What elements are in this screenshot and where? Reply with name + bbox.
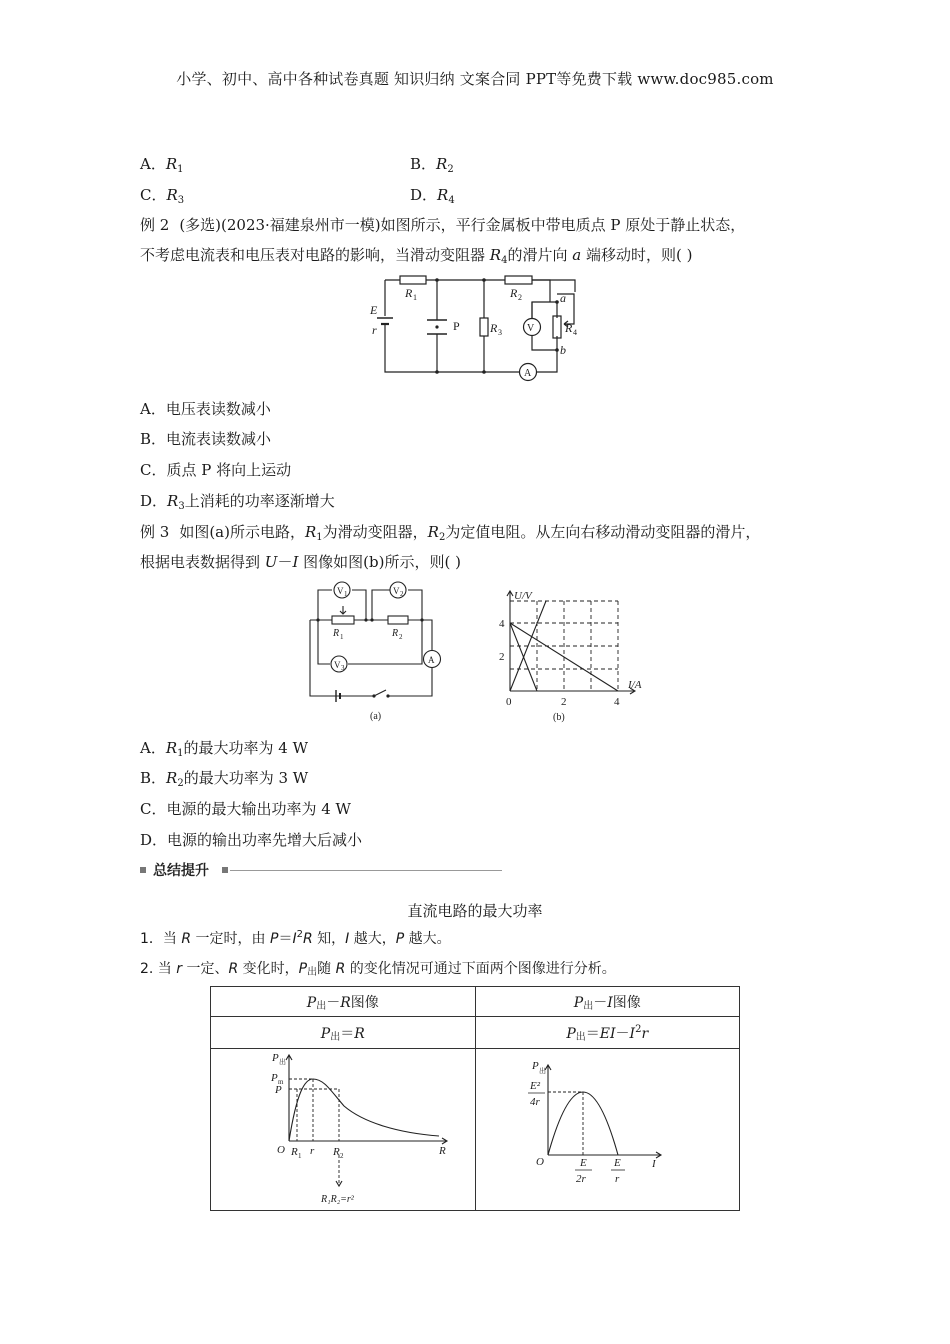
svg-text:P: P [531, 1059, 539, 1072]
summary-heading: 总结提升 [140, 860, 505, 880]
svg-text:V: V [393, 586, 400, 596]
svg-text:r: r [372, 323, 377, 337]
comparison-table [210, 986, 740, 1211]
svg-text:出: 出 [279, 1057, 286, 1066]
table-header-pr: P出－R图像 [211, 987, 476, 1017]
svg-text:1: 1 [340, 633, 344, 641]
option-d: D．$R_4$ [410, 186, 455, 206]
svg-text:A: A [524, 368, 532, 379]
svg-text:V: V [334, 660, 341, 670]
example3-line1: 例 3 如图(a)所示电路，$R_1$为滑动变阻器，$R_2$为定值电阻。从左向右移动滑动变阻器的滑片， [140, 523, 761, 543]
summary-title: 直流电路的最大功率 [407, 902, 543, 920]
svg-text:1: 1 [413, 293, 417, 302]
example3-option-c: C．电源的最大输出功率为 4 W [140, 800, 351, 818]
example2-option-b: B．电流表读数减小 [140, 430, 272, 448]
example3-figure-b [490, 585, 655, 725]
svg-text:E²: E² [529, 1079, 540, 1092]
svg-text:U/V: U/V [514, 590, 532, 602]
divider [230, 870, 502, 871]
example3-option-b: B．$R_2$的最大功率为 3 W [140, 769, 309, 789]
example2-option-c: C．质点 P 将向上运动 [140, 461, 292, 479]
svg-text:O: O [277, 1143, 285, 1156]
svg-text:0: 0 [506, 696, 512, 708]
svg-text:R: R [291, 1145, 298, 1158]
table-formula-pi: P出$=EI-I^2r$ [475, 1017, 740, 1049]
svg-text:R: R [490, 321, 498, 335]
example3-line2: 根据电表数据得到 U－I 图像如图(b)所示，则( ) [140, 553, 461, 571]
example2-circuit [360, 268, 600, 388]
svg-text:R: R [333, 1145, 340, 1158]
svg-text:1: 1 [344, 590, 348, 598]
svg-text:R: R [392, 628, 399, 639]
svg-text:R: R [565, 321, 573, 335]
svg-text:2: 2 [340, 1151, 344, 1160]
option-c: C．$R_3$ [140, 186, 185, 206]
svg-text:4: 4 [499, 618, 505, 630]
example3-option-d: D．电源的输出功率先增大后减小 [140, 831, 363, 849]
svg-text:1: 1 [298, 1151, 302, 1160]
example2-line2: 不考虑电流表和电压表对电路的影响，当滑动变阻器 $R_4$的滑片向 a 端移动时，则( ) [140, 246, 693, 266]
svg-text:R: R [510, 286, 518, 300]
svg-text:E: E [579, 1156, 587, 1169]
svg-text:P: P [275, 1083, 282, 1096]
option-b: B．$R_2$ [410, 155, 454, 175]
svg-text:2: 2 [561, 696, 567, 708]
example2-line1: 例 2 (多选)(2023·福建泉州市一模)如图所示，平行金属板中带电质点 P 原处于静止状态， [140, 216, 746, 234]
svg-text:3: 3 [341, 664, 345, 672]
p-i-graph [526, 1051, 686, 1209]
svg-text:出: 出 [538, 1066, 546, 1075]
svg-text:R₁R₂=r²: R₁R₂=r² [321, 1193, 354, 1205]
example2-option-d: D．$R_3$上消耗的功率逐渐增大 [140, 492, 335, 512]
svg-text:R: R [439, 1144, 446, 1157]
svg-text:2r: 2r [575, 1172, 586, 1185]
svg-text:r: r [310, 1144, 315, 1157]
svg-text:4: 4 [573, 328, 577, 337]
svg-text:P: P [272, 1051, 279, 1064]
table-graph-pi [475, 1049, 740, 1211]
svg-text:4r: 4r [529, 1095, 540, 1108]
svg-text:R: R [405, 286, 413, 300]
svg-text:I/A: I/A [628, 679, 642, 691]
svg-text:2: 2 [400, 590, 404, 598]
table-formula-pr: P出＝R [211, 1017, 476, 1049]
table-header-pi: P出－I图像 [475, 987, 740, 1017]
svg-text:3: 3 [498, 328, 502, 337]
example3-option-a: A．$R_1$的最大功率为 4 W [140, 739, 309, 759]
svg-text:V: V [527, 323, 535, 334]
summary-point-2: 2. 当 r 一定、R 变化时，P出随 R 的变化情况可通过下面两个图像进行分析。 [140, 961, 616, 978]
svg-text:2: 2 [399, 633, 403, 641]
svg-text:(a): (a) [370, 711, 382, 722]
svg-text:R: R [333, 628, 340, 639]
p-r-graph [269, 1051, 469, 1209]
square-icon [140, 867, 146, 873]
svg-text:P: P [271, 1071, 278, 1084]
table-graph-pr [211, 1049, 476, 1211]
svg-text:m: m [278, 1077, 284, 1086]
svg-text:2: 2 [499, 651, 505, 663]
svg-text:b: b [560, 343, 566, 357]
svg-text:4: 4 [614, 696, 620, 708]
svg-text:r: r [614, 1172, 619, 1185]
svg-text:E: E [370, 303, 378, 317]
svg-text:(b): (b) [553, 712, 565, 723]
svg-text:a: a [560, 291, 566, 305]
option-a: A．$R_1$ [140, 155, 184, 175]
page-header: 小学、初中、高中各种试卷真题 知识归纳 文案合同 PPT等免费下载 www.doc985.com [176, 70, 774, 88]
svg-text:P: P [453, 319, 460, 333]
summary-point-1: 1．当 R 一定时，由 $P=I^2R$ 知，I 越大，P 越大。 [140, 929, 451, 947]
svg-text:O: O [535, 1155, 544, 1168]
square-icon [222, 867, 228, 873]
example2-option-a: A．电压表读数减小 [140, 400, 271, 418]
svg-text:2: 2 [518, 293, 522, 302]
svg-text:E: E [613, 1156, 621, 1169]
svg-text:A: A [428, 655, 435, 665]
svg-text:I: I [651, 1157, 656, 1170]
svg-text:V: V [337, 586, 344, 596]
example3-figure-a [300, 578, 450, 723]
